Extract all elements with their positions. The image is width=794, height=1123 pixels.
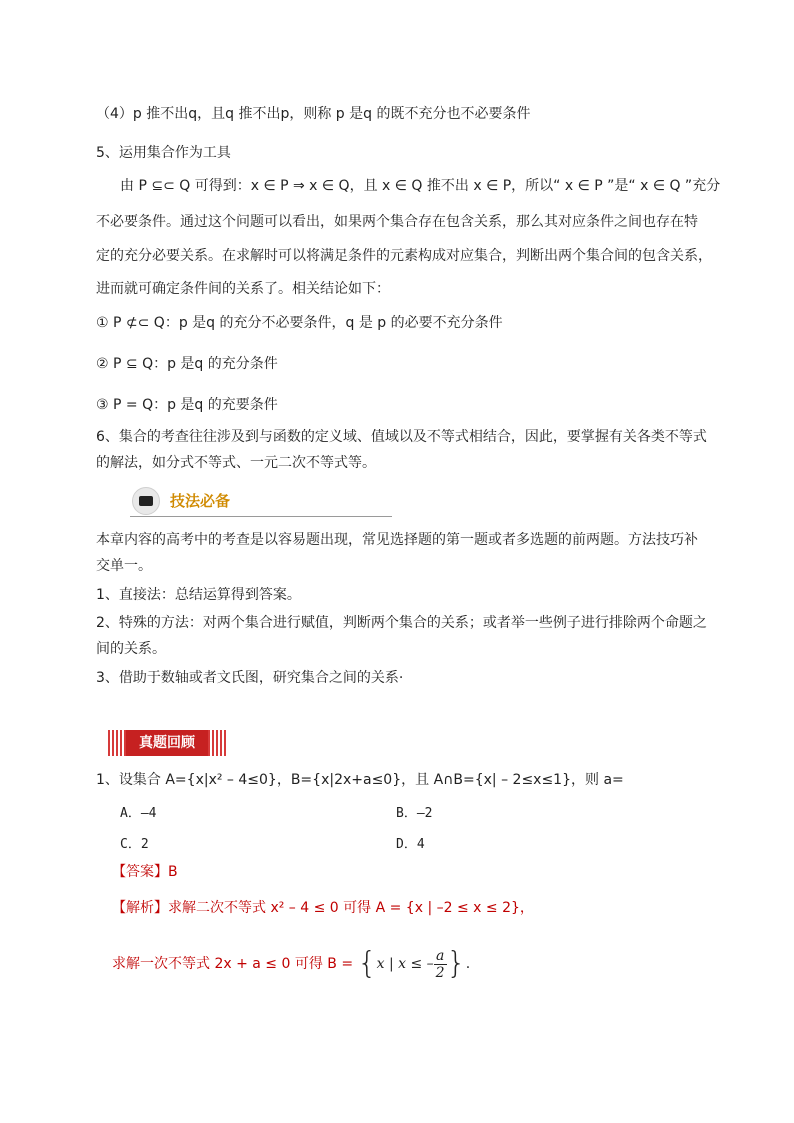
option-a: A．–4 xyxy=(120,806,157,821)
analysis-text-1: 求解二次不等式 x² – 4 ≤ 0 可得 A = {x | –2 ≤ x ≤ 2}， xyxy=(168,900,534,916)
section-underline xyxy=(130,516,392,517)
fraction-numerator: a xyxy=(434,948,447,965)
conclusion-3: ③ P = Q：p 是q 的充要条件 xyxy=(96,397,278,413)
section-title-tech: 技法必备 xyxy=(170,492,231,510)
section-header-tech xyxy=(128,484,388,518)
condition-neither: （4）p 推不出q，且q 推不出p，则称 p 是q 的既不充分也不必要条件 xyxy=(96,106,531,122)
point-5-text-1: 由 P ⊆⊂ Q 可得到：x ∈ P ⇒ x ∈ Q，且 x ∈ Q 推不出 x ∈ P，所以“ x ∈ P ”是“ x ∈ Q ”充分 xyxy=(120,178,721,194)
option-b: B．–2 xyxy=(396,806,433,821)
right-brace: } xyxy=(446,946,466,981)
fraction-denominator: 2 xyxy=(435,964,445,981)
point-5-text-4: 进而就可确定条件间的关系了。相关结论如下： xyxy=(96,281,390,297)
answer-tag: 【答案】 xyxy=(112,864,168,880)
point-6-text-2: 的解法，如分式不等式、一元二次不等式等。 xyxy=(96,455,376,471)
conclusion-1: ① P ⊄⊂ Q：p 是q 的充分不必要条件，q 是 p 的必要不充分条件 xyxy=(96,315,503,331)
section-title-review: 真题回顾 xyxy=(126,730,208,756)
section-banner-review xyxy=(108,730,226,756)
option-c: C．2 xyxy=(120,837,149,852)
tech-intro-1: 本章内容的高考中的考查是以容易题出现，常见选择题的第一题或者多选题的前两题。方法技巧补 xyxy=(96,532,698,548)
tech-method-3: 3、借助于数轴或者文氏图，研究集合之间的关系· xyxy=(96,670,404,686)
period: . xyxy=(465,956,471,972)
tech-method-1: 1、直接法：总结运算得到答案。 xyxy=(96,587,301,603)
option-d: D．4 xyxy=(396,837,425,852)
point-5-heading: 5、运用集合作为工具 xyxy=(96,145,231,161)
analysis-line-2 xyxy=(112,944,470,984)
answer-value: B xyxy=(168,864,178,880)
question-stem: 1、设集合 A={x|x² – 4≤0}，B={x|2x+a≤0}，且 A∩B={x| – 2≤x≤1}，则 a= xyxy=(96,772,624,788)
answer-line xyxy=(112,862,178,882)
point-6-text-1: 6、集合的考查往往涉及到与函数的定义域、值域以及不等式相结合，因此，要掌握有关各类不等式 xyxy=(96,429,707,445)
point-5-text-2: 不必要条件。通过这个问题可以看出，如果两个集合存在包含关系，那么其对应条件之间也存在特 xyxy=(96,214,698,230)
left-brace: { xyxy=(357,946,377,981)
tech-method-2a: 2、特殊的方法：对两个集合进行赋值，判断两个集合的关系；或者举一些例子进行排除两个命题之 xyxy=(96,615,707,631)
conclusion-2: ② P ⊆ Q：p 是q 的充分条件 xyxy=(96,356,278,372)
tech-intro-2: 交单一。 xyxy=(96,558,152,574)
fraction xyxy=(434,948,447,981)
disc-icon xyxy=(132,487,160,515)
tech-method-2b: 间的关系。 xyxy=(96,641,166,657)
set-condition: x | x ≤ – xyxy=(376,956,434,972)
analysis-text-2: 求解一次不等式 2x + a ≤ 0 可得 B = xyxy=(112,956,354,972)
point-5-text-3: 定的充分必要关系。在求解时可以将满足条件的元素构成对应集合，判断出两个集合间的包含关系， xyxy=(96,248,712,264)
analysis-line-1 xyxy=(112,898,534,918)
analysis-tag: 【解析】 xyxy=(112,900,168,916)
